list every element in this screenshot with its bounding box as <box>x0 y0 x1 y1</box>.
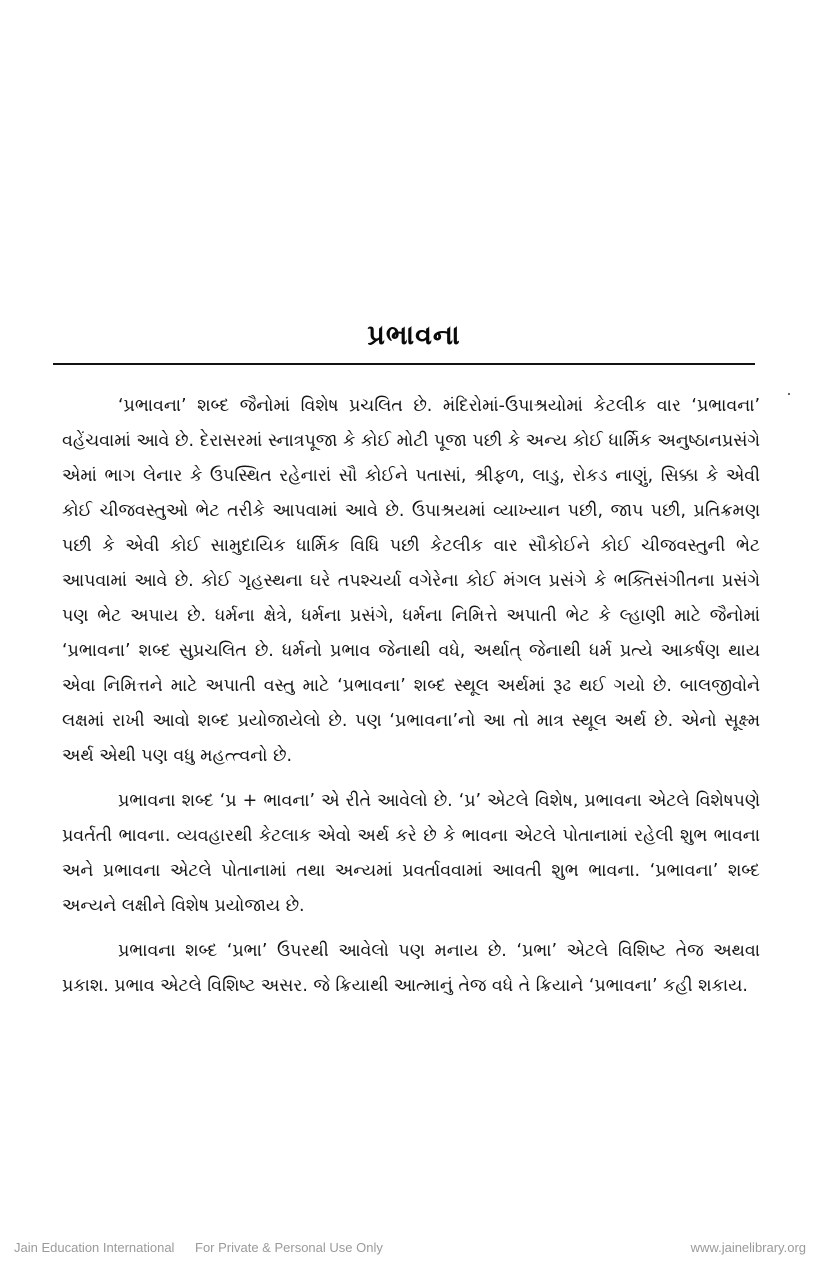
paragraph-2: પ્રભાવના શબ્દ ‘પ્ર + ભાવના’ એ રીતે આવેલો છે. ‘પ્ર’ એટલે વિશેષ, પ્રભાવના એટલે વિશેષપણે પ્રવર્તતી ભાવના. વ્યવહારથી કેટલાક એવો અર્થ કરે છે કે ભાવના એટલે પોતાનામાં રહેલી શુભ ભાવના અને પ્રભાવના એટલે પોતાનામાં તથા અન્યમાં પ્રવર્તાવવામાં આવતી શુભ ભાવના. ‘પ્રભાવના’ શબ્દ અન્યને લક્ષીને વિશેષ પ્રયોજાય છે. <box>62 791 760 916</box>
scan-speck <box>788 393 790 395</box>
footer-publisher: Jain Education International <box>14 1240 175 1255</box>
page-title: પ્રભાવના <box>367 320 461 352</box>
paragraph-1: ‘પ્રભાવના’ શબ્દ જૈનોમાં વિશેષ પ્રચલિત છે. મંદિરોમાં-ઉપાશ્રયોમાં કેટલીક વાર ‘પ્રભાવના’ વહેંચવામાં આવે છે. દેરાસરમાં સ્નાત્રપૂજા કે કોઈ મોટી પૂજા પછી કે અન્ય કોઈ ધાર્મિક અનુષ્ઠાનપ્રસંગે એમાં ભાગ લેનાર કે ઉપસ્થિત રહેનારાં સૌ કોઈને પતાસાં, શ્રીફળ, લાડુ, રોકડ નાણું, સિક્કા કે એવી કોઈ ચીજવસ્તુઓ ભેટ તરીકે આપવામાં આવે છે. ઉપાશ્રયમાં વ્યાખ્યાન પછી, જાપ પછી, પ્રતિક્રમણ પછી કે એવી કોઈ સામુદાયિક ધાર્મિક વિધિ પછી કેટલીક વાર સૌકોઈને કોઈ ચીજવસ્તુની ભેટ આપવામાં આવે છે. કોઈ ગૃહસ્થના ઘરે તપશ્ચર્યા વગેરેના કોઈ મંગલ પ્રસંગે કે ભક્તિસંગીતના પ્રસંગે પણ ભેટ અપાય છે. ધર્મના ક્ષેત્રે, ધર્મના પ્રસંગે, ધર્મના નિમિત્તે અપાતી ભેટ કે લ્હાણી માટે જૈનોમાં ‘પ્રભાવના’ શબ્દ સુપ્રચલિત છે. ધર્મનો પ્રભાવ જેનાથી વધે, અર્થાત્ જેનાથી ધર્મ પ્રત્યે આકર્ષણ થાય એવા નિમિત્તને માટે અપાતી વસ્તુ માટે ‘પ્રભાવના’ શબ્દ સ્થૂલ અર્થમાં રૂઢ થઈ ગયો છે. બાલજીવોને લક્ષમાં રાખી આવો શબ્દ પ્રયોજાયેલો છે. પણ ‘પ્રભાવના’નો આ તો માત્ર સ્થૂલ અર્થ છે. એનો સૂક્ષ્મ અર્થ એથી પણ વધુ મહત્ત્વનો છે. <box>62 396 760 766</box>
body-text <box>62 389 760 1004</box>
page-footer <box>0 1240 828 1260</box>
paragraph-3: પ્રભાવના શબ્દ ‘પ્રભા’ ઉપરથી આવેલો પણ મનાય છે. ‘પ્રભા’ એટલે વિશિષ્ટ તેજ અથવા પ્રકાશ. પ્રભાવ એટલે વિશિષ્ટ અસર. જે ક્રિયાથી આત્માનું તેજ વધે તે ક્રિયાને ‘પ્રભાવના’ કહી શકાય. <box>62 941 760 996</box>
footer-website-link[interactable]: www.jainelibrary.org <box>690 1240 806 1255</box>
title-divider <box>53 363 755 365</box>
footer-usage-note: For Private & Personal Use Only <box>195 1240 383 1255</box>
